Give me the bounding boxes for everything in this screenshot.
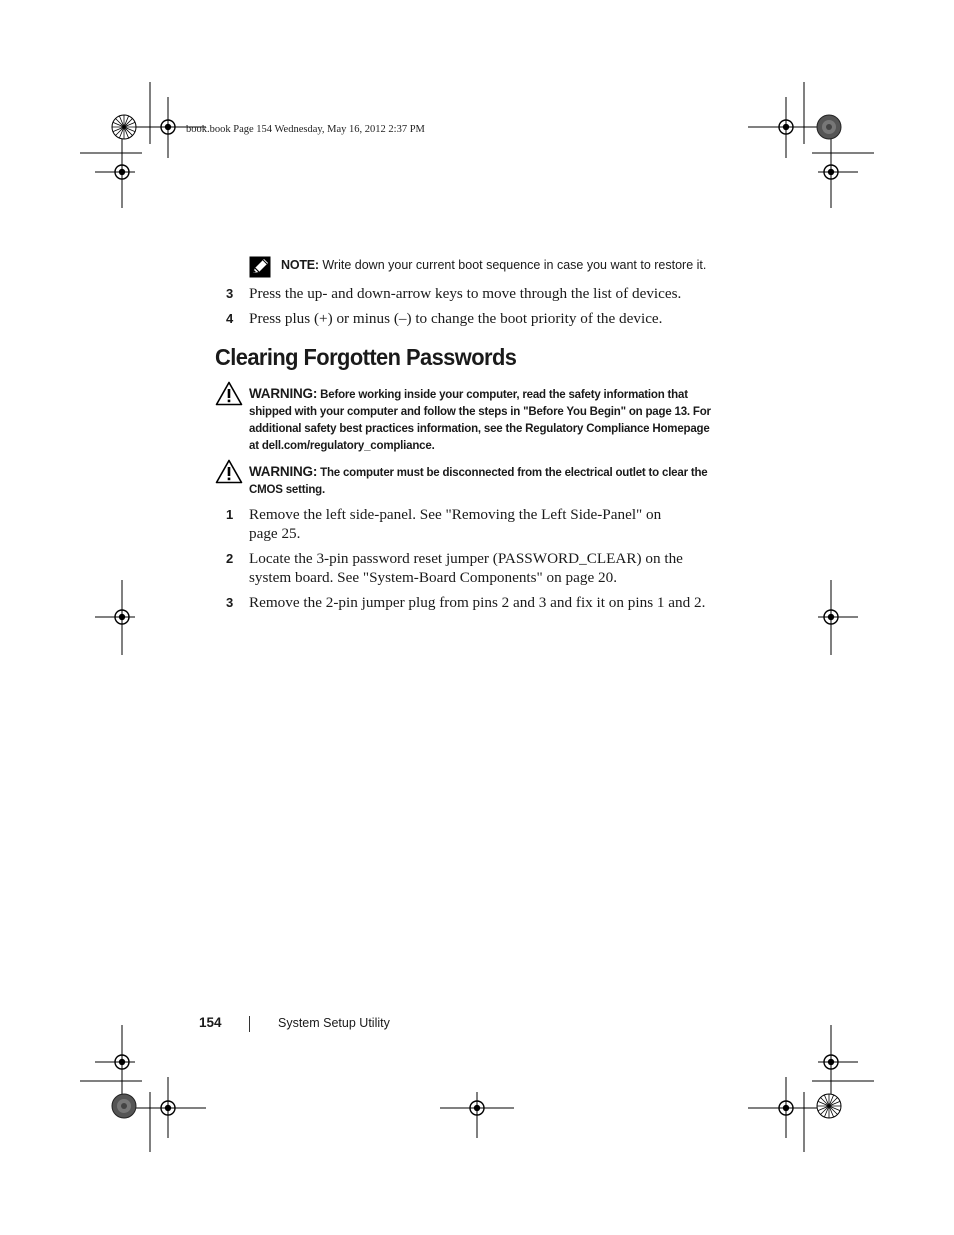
warning-safety [249,385,719,455]
step-text: Remove the left side-panel. See "Removing the Left Side-Panel" on page 25. [249,506,662,542]
section-title: Clearing Forgotten Passwords [215,344,517,370]
warning-label: WARNING: [249,386,318,401]
note-body: Write down your current boot sequence in case you want to restore it. [318,258,707,272]
step-number: 2 [226,551,234,566]
step-3 [226,593,736,612]
warning-triangle-icon [215,381,243,406]
note-text [281,258,761,272]
step-text: Locate the 3-pin password reset jumper (PASSWORD_CLEAR) on the system board. See "System-Board Components" on page 20. [249,550,683,586]
boot-step-3 [226,284,726,303]
warning-triangle-icon [215,459,243,484]
warning-text: The computer must be disconnected from the electrical outlet to clear the CMOS setting. [249,467,708,496]
boot-step-4 [226,309,726,328]
warning-text: Before working inside your computer, read the safety information that shipped with your computer and follow the steps in "Before You Begin" on page 13. For additional safety best practices information, see the Regulatory Compliance Homepage at dell.com/regulatory_compliance. [249,389,711,452]
step-number: 1 [226,507,234,522]
note-pencil-icon [249,256,271,278]
page-number: 154 [199,1015,222,1030]
note-label: NOTE: [281,258,319,272]
step-number: 4 [226,311,234,326]
footer-section-name: System Setup Utility [278,1016,390,1030]
step-text: Remove the 2-pin jumper plug from pins 2 and 3 and fix it on pins 1 and 2. [249,594,706,611]
step-2 [226,549,711,587]
step-text: Press plus (+) or minus (–) to change the boot priority of the device. [249,310,663,327]
step-text: Press the up- and down-arrow keys to move through the list of devices. [249,285,682,302]
step-number: 3 [226,595,234,610]
step-number: 3 [226,286,234,301]
step-1 [226,505,686,543]
print-header: book.book Page 154 Wednesday, May 16, 2012 2:37 PM [186,124,425,135]
warning-cmos [249,463,719,499]
footer-divider [249,1016,250,1032]
warning-label: WARNING: [249,464,318,479]
